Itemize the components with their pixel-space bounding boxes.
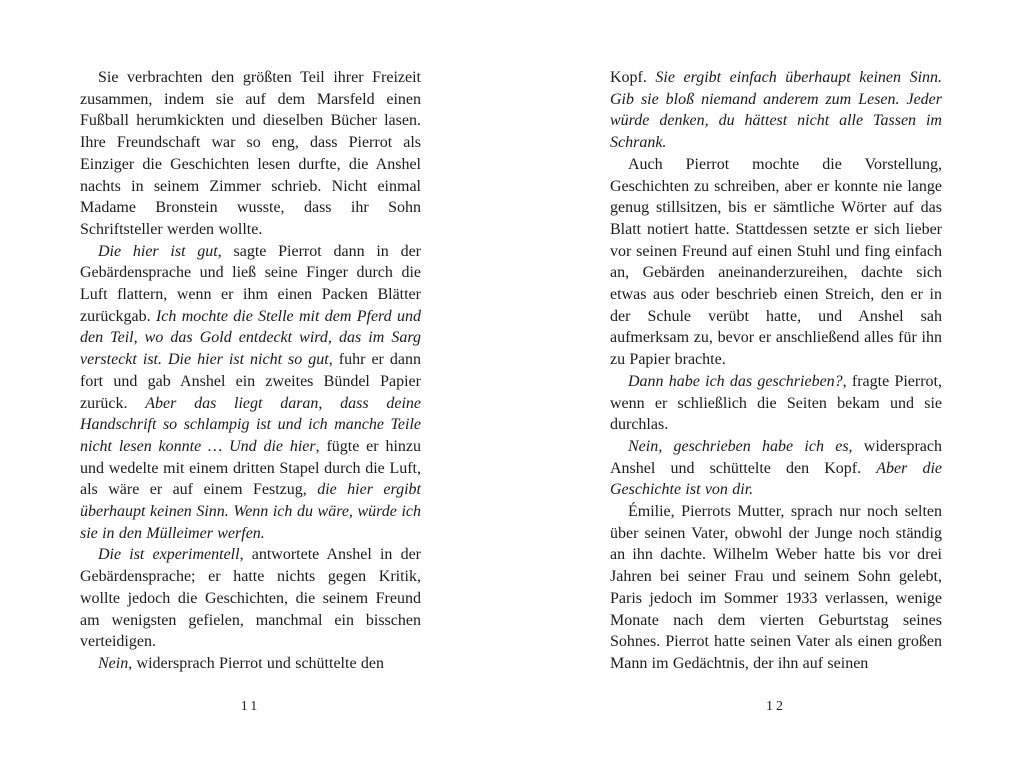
- paragraph: Auch Pierrot mochte die Vorstellung, Geschichten zu schreiben, aber er konnte nie lange genug stillsitzen, bis er sämtliche Wörter auf das Blatt notiert hatte. Stattdessen setzte er sich lieber vor seinen Freund auf einen Stuhl und fing einfach an, Gebärden aneinanderzureihen, dachte sich etwas aus oder beschrieb einen Streich, den er in der Schule verübt hatte, und Anshel sah aufmerksam zu, bevor er anschließend alles für ihn zu Papier brachte.: [610, 155, 942, 369]
- paragraph: Die ist experimentell, antwortete Anshel in der Gebärdensprache; er hatte nichts gegen Kritik, wollte jedoch die Geschichten, die seinem Freund am wenigsten gefielen, manchmal ein bisschen verteidigen.: [80, 546, 421, 651]
- page-right-text: [610, 67, 942, 675]
- paragraph: Émilie, Pierrots Mutter, sprach nur noch selten über seinen Vater, obwohl der Junge noch ständig an ihn dachte. Wilhelm Weber hatte bis vor drei Jahren bei seiner Frau und seinem Sohn gelebt, Paris jedoch im Sommer 1933 verlassen, wenige Monate nach dem vierten Geburtstag seines Sohnes. Pierrot hatte seinen Vater als einen großen Mann im Gedächtnis, der ihn auf seinen: [610, 503, 942, 672]
- page-right: [610, 67, 942, 732]
- paragraph: Kopf. Sie ergibt einfach überhaupt keinen Sinn. Gib sie bloß niemand anderem zum Lesen. Jeder würde denken, du hättest nicht alle Tassen im Schrank.: [610, 69, 943, 152]
- paragraph: Nein, geschrieben habe ich es, widersprach Anshel und schüttelte den Kopf. Aber die Geschichte ist von dir.: [610, 437, 943, 499]
- paragraph: Die hier ist gut, sagte Pierrot dann in der Gebärdensprache und ließ seine Finger durch die Luft flattern, wenn er ihm einen Packen Blätter zurückgab. Ich mochte die Stelle mit dem Pferd und den Teil, wo das Gold entdeckt wird, das im Sarg versteckt ist. Die hier ist nicht so gut, fuhr er dann fort und gab Anshel ein zweites Bündel Papier zurück. Aber das liegt daran, dass deine Handschrift so schlampig ist und ich manche Teile nicht lesen konnte … Und die hier, fügte er hinzu und wedelte mit einem dritten Stapel durch die Luft, als wäre er auf einem Festzug, die hier ergibt überhaupt keinen Sinn. Wenn ich du wäre, würde ich sie in den Mülleimer werfen.: [80, 242, 422, 542]
- paragraph: Dann habe ich das geschrieben?, fragte Pierrot, wenn er schließlich die Seiten bekam und sie durchlas.: [610, 372, 942, 434]
- paragraph: Nein, widersprach Pierrot und schüttelte den: [98, 654, 384, 672]
- paragraph: Sie verbrachten den größten Teil ihrer Freizeit zusammen, indem sie auf dem Marsfeld einen Fußball herumkickten und dieselben Bücher lasen. Ihre Freundschaft war so eng, dass Pierrot als Einziger die Geschichten lesen durfte, die Anshel nachts in seinem Zimmer schrieb. Nicht einmal Madame Bronstein wusste, dass ihr Sohn Schriftsteller werden wollte.: [80, 69, 421, 238]
- page-left-text: [80, 67, 421, 675]
- page-left: [80, 67, 421, 732]
- page-number-right: 12: [766, 699, 786, 714]
- page-number-left: 11: [240, 699, 261, 714]
